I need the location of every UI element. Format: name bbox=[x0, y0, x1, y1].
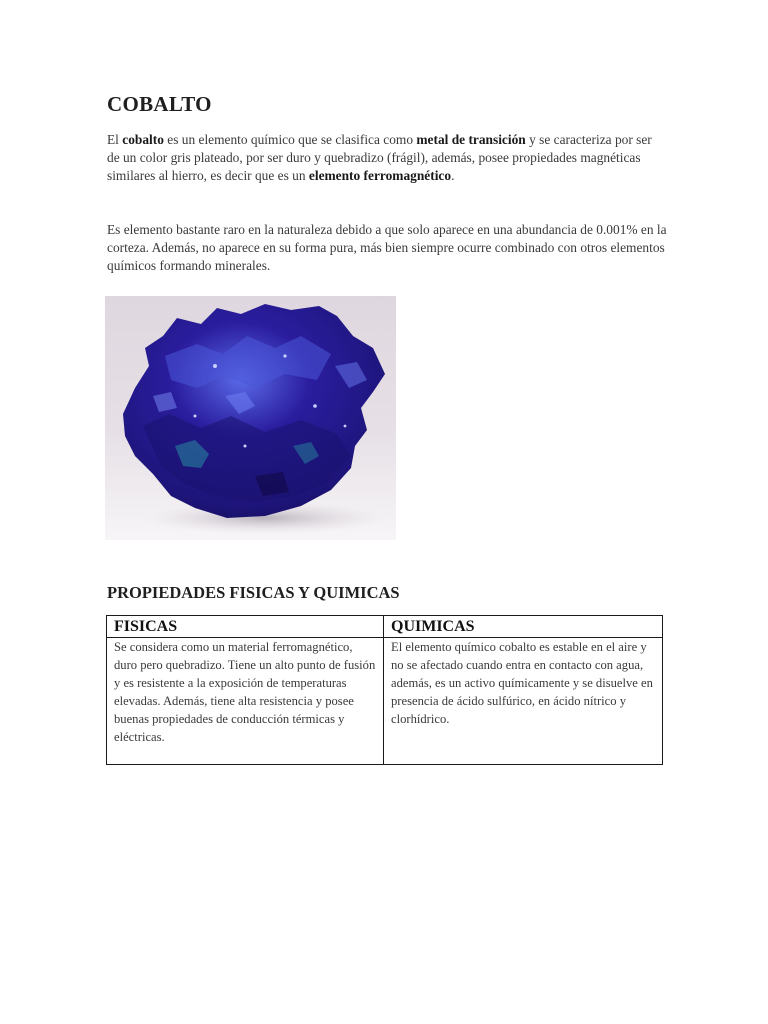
cell-fisicas: Se considera como un material ferromagnético, duro pero quebradizo. Tiene un alto punto de fusión y es resistente a la exposición de temperaturas elevadas. Además, tiene alta resistencia y posee buenas propiedades de conducción térmicas y eléctricas. bbox=[107, 638, 384, 765]
text-run: El bbox=[107, 132, 123, 147]
intro-paragraph-2: Es elemento bastante raro en la naturaleza debido a que solo aparece en una abundancia de 0.001% en la corteza. Además, no aparece en su forma pura, más bien siempre ocurre combinado con otros elementos químicos formando minerales. bbox=[107, 222, 667, 274]
bold-term: metal de transición bbox=[416, 132, 526, 147]
text-run: y se caracteriza por ser de un color gris plateado, por ser duro y quebradizo (frágil), además, posee propiedades magnéticas similares al hierro, es decir que es un bbox=[107, 132, 652, 184]
bold-term: cobalto bbox=[122, 132, 164, 147]
header-quimicas: QUIMICAS bbox=[384, 616, 663, 638]
text-run: . bbox=[451, 168, 455, 184]
intro-paragraph-1 bbox=[107, 131, 667, 186]
bold-term: elemento ferromagnético bbox=[308, 168, 452, 184]
section-title: PROPIEDADES FISICAS Y QUIMICAS bbox=[107, 583, 400, 602]
document-title: COBALTO bbox=[107, 92, 212, 116]
properties-table bbox=[106, 615, 663, 765]
table-header-row bbox=[107, 616, 663, 638]
table-row bbox=[107, 638, 663, 765]
cell-quimicas: El elemento químico cobalto es estable en el aire y no se afectado cuando entra en contacto con agua, además, es un activo químicamente y se disuelve en presencia de ácido sulfúrico, en ácido nítrico y clorhídrico. bbox=[384, 638, 663, 765]
header-fisicas: FISICAS bbox=[107, 616, 384, 638]
cobalt-mineral-image bbox=[105, 296, 396, 540]
text-run: es un elemento químico que se clasifica como bbox=[163, 132, 417, 147]
